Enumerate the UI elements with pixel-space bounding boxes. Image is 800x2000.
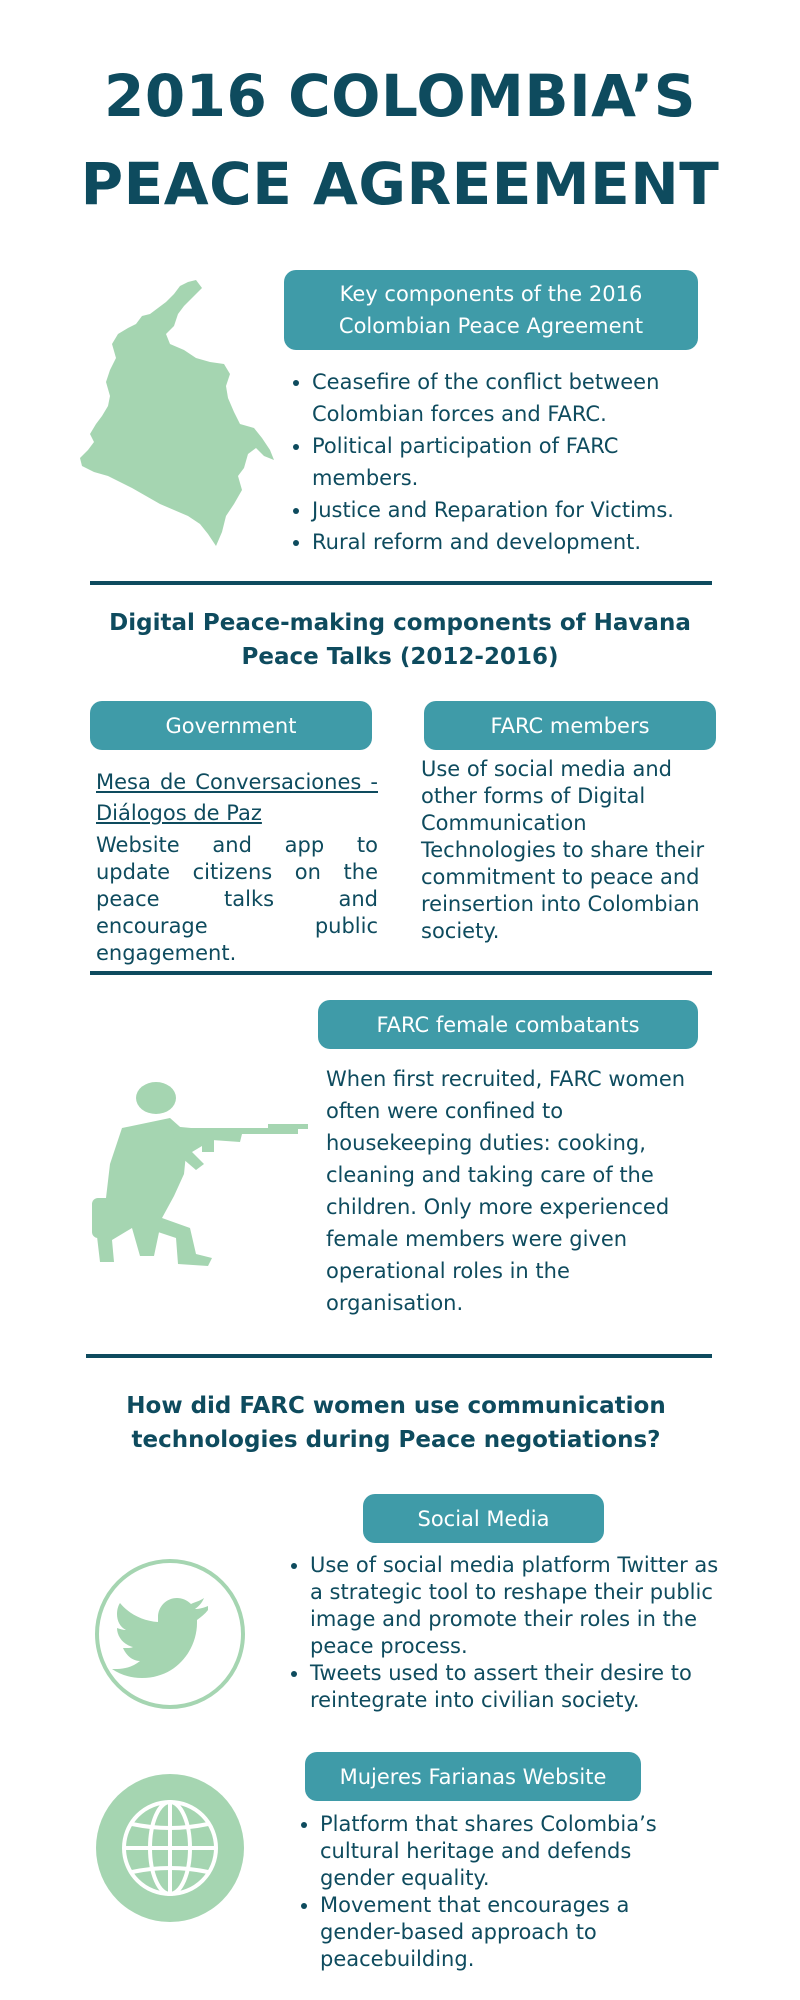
list-item: • Justice and Reparation for Victims. [312,494,704,526]
female-combatants-description: When first recruited, FARC women often were confined to housekeeping duties: cooking, cleaning and taking care of the children. Only more experienced female members were given operational roles in the organisation. [326,1067,686,1315]
colombia-map-icon [76,278,276,550]
mesa-de-conversaciones-link[interactable]: Mesa de Conversaciones - Diálogos de Paz [96,770,378,825]
list-item: • Rural reform and development. [312,526,704,558]
digital-heading: Digital Peace-making components of Havana Peace Talks (2012-2016) [109,610,691,670]
social-media-label-text: Social Media [417,1506,550,1531]
soldier-icon [92,1078,308,1266]
key-components-label-text: Key components of the 2016 Colombian Peace Agreement [338,282,644,338]
farc-members-description: Use of social media and other forms of Digital Communication Technologies to share their commitment to peace and reinsertion into Colombian society. [421,757,705,943]
social-media-label [363,1494,604,1543]
mujeres-farianas-label-text: Mujeres Farianas Website [339,1764,607,1789]
government-label-text: Government [165,713,297,738]
twitter-bird-icon [94,1558,246,1710]
page-title-line-1: 2016 COLOMBIA’S [103,62,697,130]
female-combatants-label [318,1000,698,1049]
divider [86,1354,712,1358]
key-components-label [284,270,698,350]
social-media-list [282,1552,722,1714]
comm-heading: How did FARC women use communication technologies during Peace negotiations? [126,1393,666,1453]
mujeres-farianas-list [292,1811,712,1973]
list-item: • Use of social media platform Twitter as a strategic tool to reshape their public image and promote their roles in the peace process. [310,1552,722,1660]
page-title-line-2: PEACE AGREEMENT [80,150,720,218]
divider [90,971,712,975]
female-combatants-label-text: FARC female combatants [376,1012,640,1037]
list-item: • Ceasefire of the conflict between Colombian forces and FARC. [312,366,704,430]
farc-members-label-text: FARC members [490,713,650,738]
list-item: • Political participation of FARC members. [312,430,704,494]
farc-members-label [424,701,716,750]
globe-icon [94,1772,246,1924]
government-description: Website and app to update citizens on the peace talks and encourage public engagement. [96,833,378,965]
list-item: • Movement that encourages a gender-based approach to peacebuilding. [320,1892,712,1973]
list-item: • Tweets used to assert their desire to reintegrate into civilian society. [310,1660,722,1714]
mujeres-farianas-label [305,1752,641,1801]
list-item: • Platform that shares Colombia’s cultural heritage and defends gender equality. [320,1811,712,1892]
government-label [90,701,372,750]
divider [90,581,712,585]
key-components-list [284,366,704,558]
